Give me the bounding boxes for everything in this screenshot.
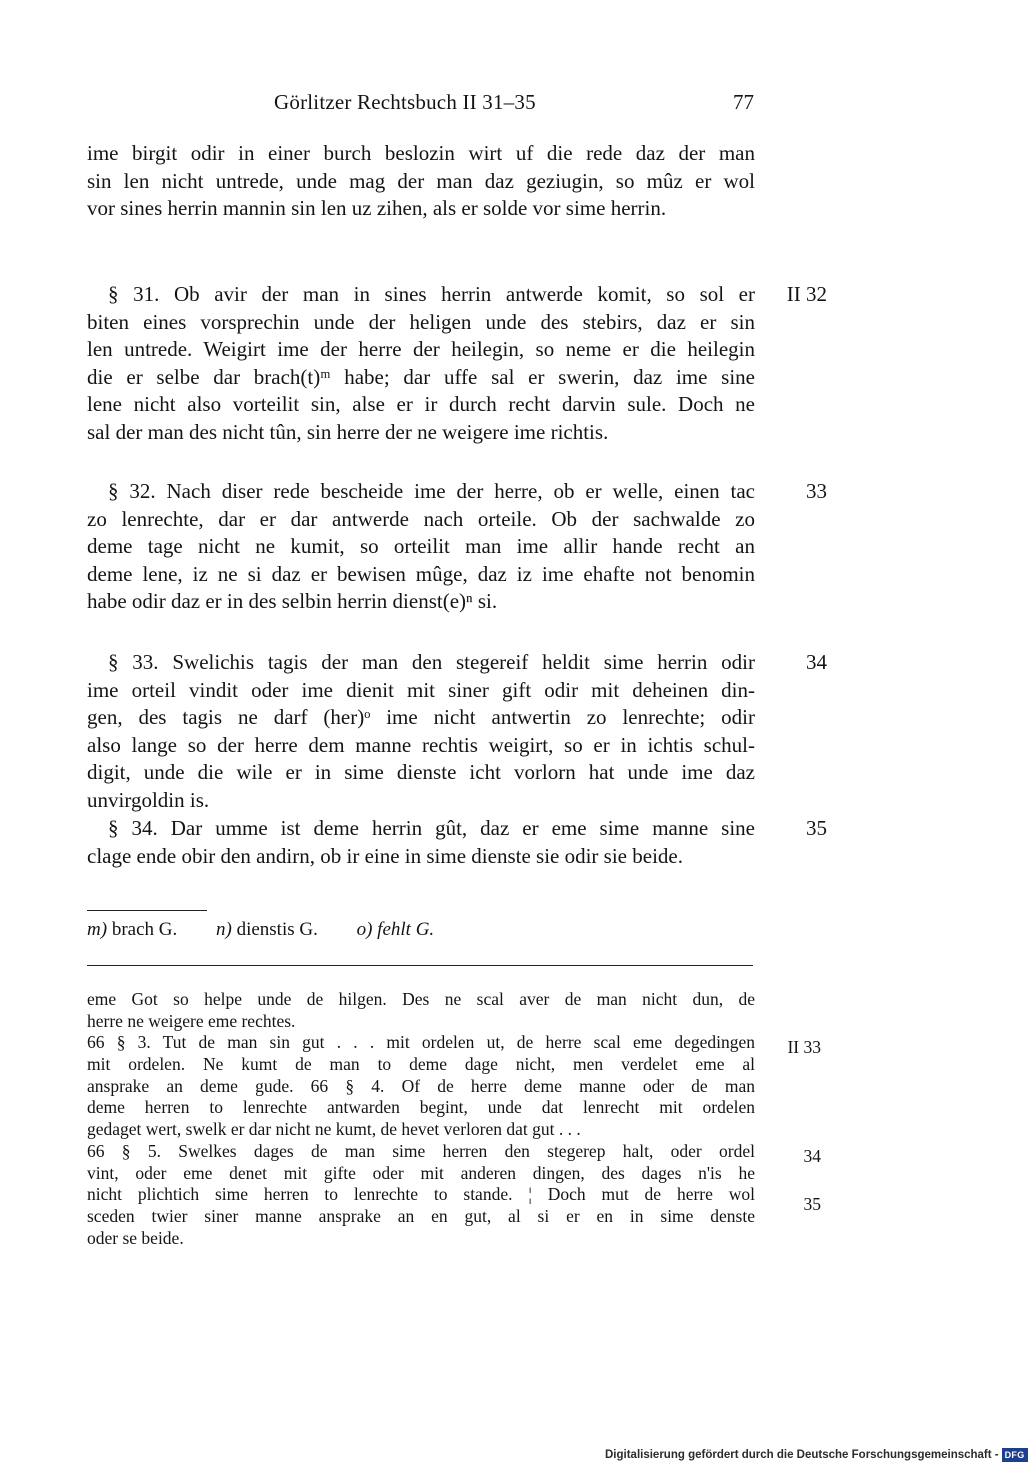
text-line: len untrede. Weigirt ime der herre der heilegin, so neme er die heilegin bbox=[87, 337, 755, 362]
text-line: habe odir daz er in des selbin herrin dienst(e)ⁿ si. bbox=[87, 589, 498, 614]
text-line: deme tage nicht ne kumit, so orteilit man ime allir hande recht an bbox=[87, 534, 755, 559]
page-number: 77 bbox=[733, 90, 754, 114]
section-divider bbox=[87, 965, 753, 966]
text-line: biten eines vorsprechin unde der heligen unde des stebirs, daz er sin bbox=[87, 309, 755, 334]
text-line: clage ende obir den andirn, ob ir eine in sime dienste sie odir sie beide. bbox=[87, 843, 683, 868]
text-line: eme Got so helpe unde de hilgen. Des ne scal aver de man nicht dun, de bbox=[87, 989, 755, 1009]
text-line: 66 § 5. Swelkes dages de man sime herren den stegerep halt, oder ordel bbox=[87, 1140, 755, 1161]
text-line: die er selbe dar brach(t)ᵐ habe; dar uffe sal er swerin, daz ime sine bbox=[87, 364, 755, 389]
text-line: digit, unde die wile er in sime dienste icht vorlorn hat unde ime daz bbox=[87, 760, 755, 785]
text-line: deme lene, iz ne si daz er bewisen mûge, daz iz ime ehafte not benomin bbox=[87, 561, 755, 586]
digitization-credit bbox=[605, 1443, 1025, 1467]
text-line: gen, des tagis ne darf (her)ᵒ ime nicht antwertin zo lenrechte; odir bbox=[87, 705, 755, 730]
section-31 bbox=[87, 281, 755, 447]
footnotes bbox=[87, 918, 468, 942]
text-line: ansprake an deme gude. 66 § 4. Of de herre deme manne oder de man bbox=[87, 1075, 755, 1096]
footnote-m: m) brach G. bbox=[87, 919, 178, 940]
text-line: § 31. Ob avir der man in sines herrin antwerde komit, so sol er bbox=[108, 282, 755, 306]
text-line: gedaget wert, swelk er dar nicht ne kumt, de hevet verloren dat gut . . . bbox=[87, 1119, 581, 1140]
text-line: § 33. Swelichis tagis der man den stegereif heldit sime herrin odir bbox=[108, 650, 755, 674]
section-34 bbox=[87, 815, 755, 870]
text-line: sceden twier siner manne ansprake an en gut, al si er en in sime denste bbox=[87, 1205, 755, 1226]
footnote-n: n) dienstis G. bbox=[215, 919, 318, 940]
margin-reference: 35 bbox=[806, 816, 827, 840]
text-line: § 34. Dar umme ist deme herrin gût, daz er eme sime manne sine bbox=[108, 816, 755, 840]
text-line: nicht plichtich sime herren to lenrechte to stande. ¦ Doch mut de herre wol bbox=[87, 1184, 755, 1205]
running-title: Görlitzer Rechtsbuch II 31–35 bbox=[274, 90, 536, 114]
text-line: zo lenrechte, dar er dar antwerde nach orteile. Ob der sachwalde zo bbox=[87, 506, 755, 531]
margin-reference: 33 bbox=[806, 479, 827, 503]
margin-reference: II 33 bbox=[787, 1037, 821, 1057]
section-32 bbox=[87, 478, 755, 616]
text-line: § 32. Nach diser rede bescheide ime der herre, ob er welle, einen tac bbox=[108, 479, 755, 503]
text-line: oder se beide. bbox=[87, 1227, 184, 1248]
text-line: ime orteil vindit oder ime dienit mit siner gift odir mit deheinen din- bbox=[87, 677, 755, 702]
margin-reference: II 32 bbox=[786, 282, 827, 306]
margin-reference: 34 bbox=[806, 650, 827, 674]
text-line: deme herren to lenrechte antwarden begint, unde dat lenrecht mit ordelen bbox=[87, 1097, 755, 1118]
footnote-o: o) fehlt G. bbox=[356, 919, 435, 940]
text-line: sin len nicht untrede, unde mag der man daz geziugin, so mûz er wol bbox=[87, 168, 755, 193]
comparison-text bbox=[87, 989, 755, 1249]
text-line: herre ne weigere eme rechtes. bbox=[87, 1010, 296, 1031]
intro-paragraph bbox=[87, 140, 755, 223]
running-head bbox=[230, 87, 760, 117]
text-line: sal der man des nicht tûn, sin herre der ne weigere ime richtis. bbox=[87, 419, 609, 444]
text-line: lene nicht also vorteilit sin, alse er ir durch recht darvin sule. Doch ne bbox=[87, 392, 755, 417]
footnote-rule bbox=[87, 910, 207, 911]
credit-text: Digitalisierung gefördert durch die Deutsche Forschungsgemeinschaft - bbox=[605, 1449, 999, 1461]
text-line: mit ordelen. Ne kumt de man to deme dage nicht, men verdelet eme al bbox=[87, 1054, 755, 1075]
margin-reference: 34 bbox=[803, 1146, 821, 1166]
dfg-logo: DFG bbox=[1002, 1448, 1028, 1462]
text-line: 66 § 3. Tut de man sin gut . . . mit ordelen ut, de herre scal eme degedingen bbox=[87, 1032, 755, 1053]
text-line: unvirgoldin is. bbox=[87, 787, 210, 812]
text-line: vint, oder eme denet mit gifte oder mit anderen dingen, des dages n'is he bbox=[87, 1162, 755, 1183]
text-line: also lange so der herre dem manne rechtis weigirt, so er in ichtis schul- bbox=[87, 732, 755, 757]
section-33 bbox=[87, 649, 755, 815]
margin-reference: 35 bbox=[803, 1194, 821, 1214]
text-line: ime birgit odir in einer burch beslozin wirt uf die rede daz der man bbox=[87, 141, 755, 165]
text-line: vor sines herrin mannin sin len uz zihen, als er solde vor sime herrin. bbox=[87, 196, 667, 221]
